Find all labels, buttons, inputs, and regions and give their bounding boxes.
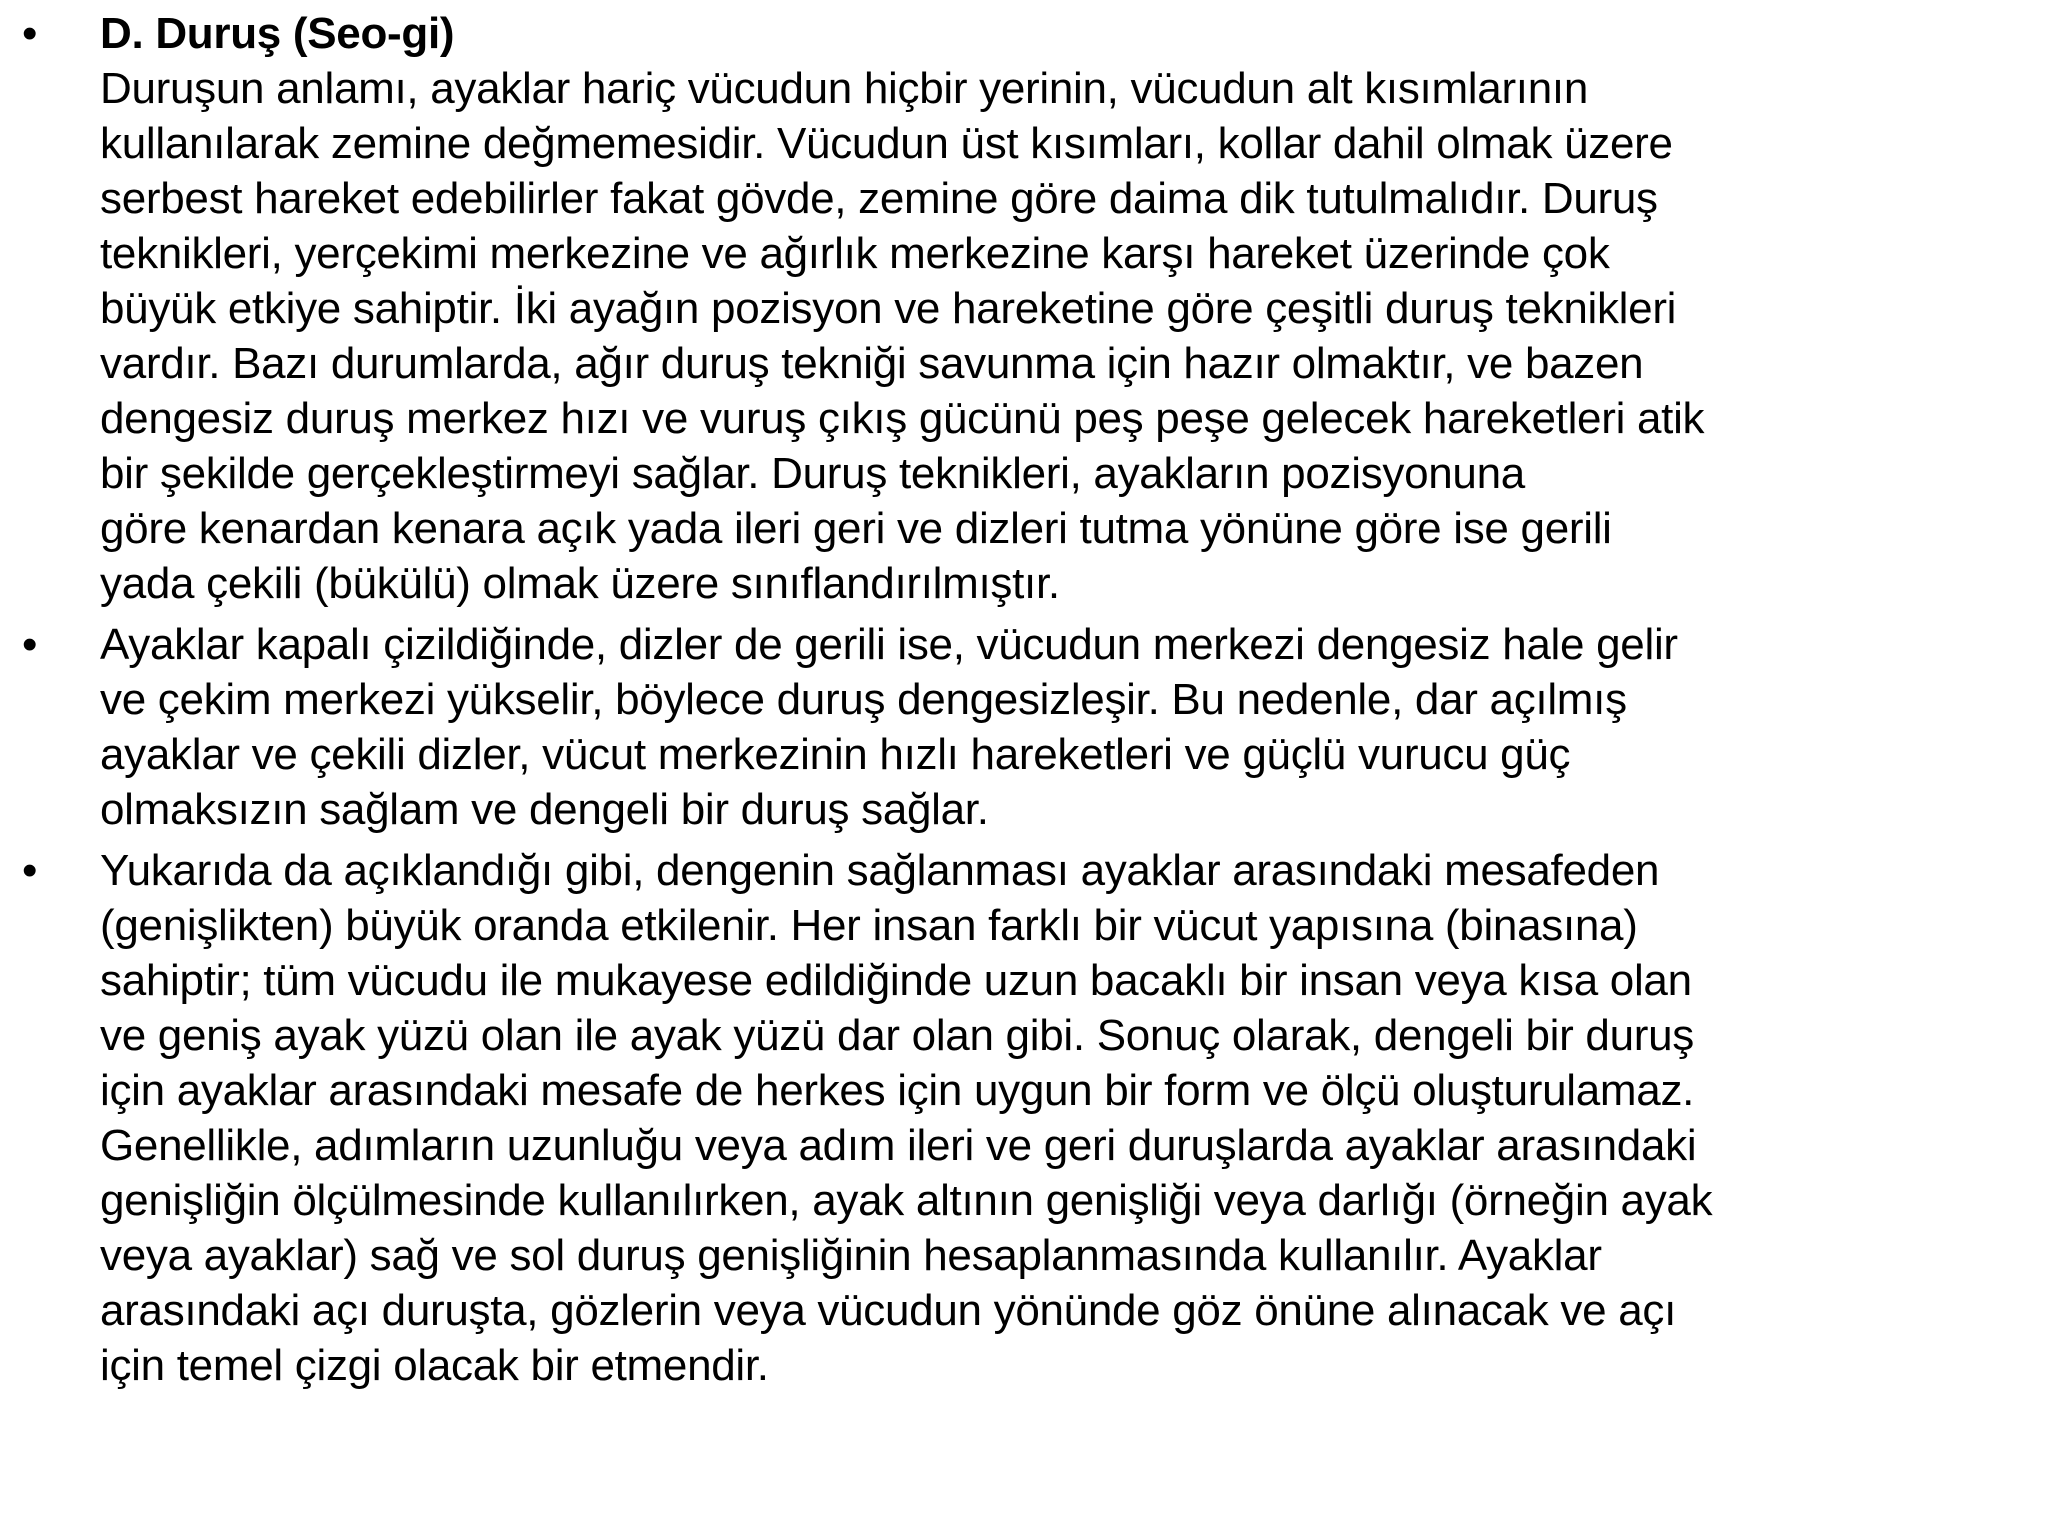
bullet-dot-icon: •: [22, 9, 38, 58]
paragraph-text: Ayaklar kapalı çizildiğinde, dizler de gerili ise, vücudun merkezi dengesiz hale gelir ve çekim merkezi yükselir, böylece duruş dengesizleşir. Bu nedenle, dar açılmış ayaklar ve çekili dizler, vücut merkezinin hızlı hareketleri ve güçlü vurucu güç olmaksızın sağlam ve dengeli bir duruş sağlar.: [100, 620, 1678, 834]
bullet-list: [0, 6, 2048, 1399]
paragraph-text: Yukarıda da açıklandığı gibi, dengenin sağlanması ayaklar arasındaki mesafeden (genişlikten) büyük oranda etkilenir. Her insan farklı bir vücut yapısına (binasına) sahiptir; tüm vücudu ile mukayese edildiğinde uzun bacaklı bir insan veya kısa olan ve geniş ayak yüzü olan ile ayak yüzü dar olan gibi. Sonuç olarak, dengeli bir duruş için ayaklar arasındaki mesafe de herkes için uygun bir form ve ölçü oluşturulamaz. Genellikle, adımların uzunluğu veya adım ileri ve geri duruşlarda ayaklar arasındaki genişliğin ölçülmesinde kullanılırken, ayak altının genişliği veya darlığı (örneğin ayak veya ayaklar) sağ ve sol duruş genişliğinin hesaplanmasında kullanılır. Ayaklar arasındaki açı duruşta, gözlerin veya vücudun yönünde göz önüne alınacak ve açı için temel çizgi olacak bir etmendir.: [100, 846, 1713, 1390]
bullet-item-closed-feet: [0, 617, 2048, 837]
bullet-item-balance-distance: [0, 843, 2048, 1393]
bullet-dot-icon: •: [22, 846, 38, 895]
paragraph-text: Duruşun anlamı, ayaklar hariç vücudun hiçbir yerinin, vücudun alt kısımlarının kullanılarak zemine değmemesidir. Vücudun üst kısımları, kollar dahil olmak üzere serbest hareket edebilirler fakat gövde, zemine göre daima dik tutulmalıdır. Duruş teknikleri, yerçekimi merkezine ve ağırlık merkezine karşı hareket üzerinde çok büyük etkiye sahiptir. İki ayağın pozisyon ve hareketine göre çeşitli duruş teknikleri vardır. Bazı durumlarda, ağır duruş tekniği savunma için hazır olmaktır, ve bazen dengesiz duruş merkez hızı ve vuruş çıkış gücünü peş peşe gelecek hareketleri atik bir şekilde gerçekleştirmeyi sağlar. Duruş teknikleri, ayakların pozisyonuna göre kenardan kenara açık yada ileri geri ve dizleri tutma yönüne göre ise gerili yada çekili (bükülü) olmak üzere sınıflandırılmıştır.: [100, 64, 1705, 608]
bullet-dot-icon: •: [22, 620, 38, 669]
section-heading: D. Duruş (Seo-gi): [100, 9, 455, 58]
bullet-item-stance-definition: [0, 6, 2048, 611]
